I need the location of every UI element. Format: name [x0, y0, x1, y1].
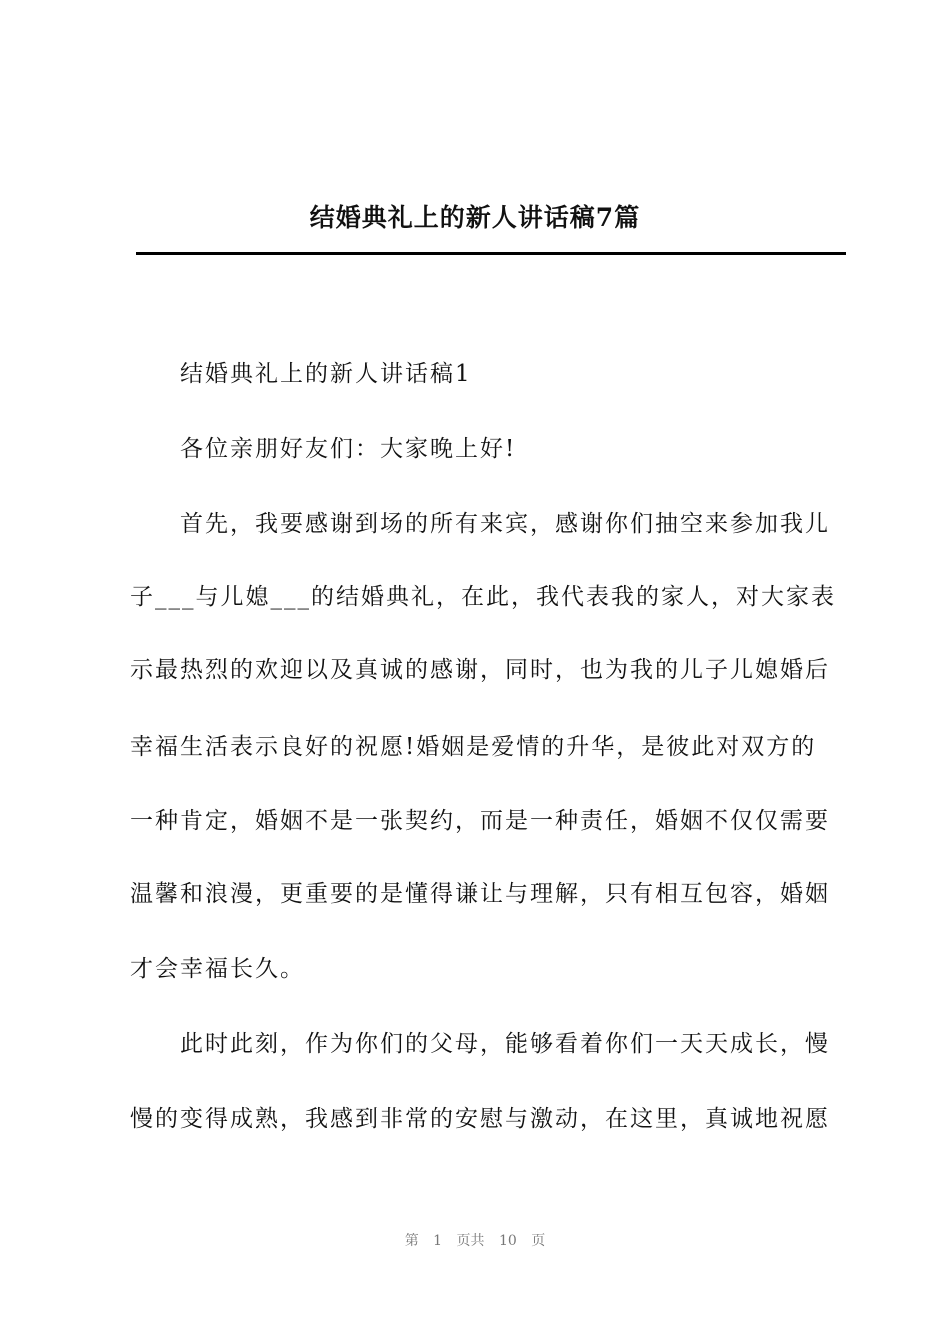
body-line: 一种肯定，婚姻不是一张契约，而是一种责任，婚姻不仅仅需要	[130, 808, 830, 834]
body-line: 子___与儿媳___的结婚典礼，在此，我代表我的家人，对大家表	[130, 584, 836, 610]
heading-line: 结婚典礼上的新人讲话稿1	[180, 361, 472, 387]
greeting-line: 各位亲朋好友们：大家晚上好!	[180, 436, 517, 462]
body-line: 示最热烈的欢迎以及真诚的感谢，同时，也为我的儿子儿媳婚后	[130, 657, 830, 683]
body-line: 幸福生活表示良好的祝愿!婚姻是爱情的升华，是彼此对双方的	[130, 734, 817, 760]
body-line: 才会幸福长久。	[130, 956, 305, 982]
title-rule	[136, 252, 846, 255]
body-line: 慢的变得成熟，我感到非常的安慰与激动，在这里，真诚地祝愿	[130, 1106, 830, 1132]
body-line: 温馨和浪漫，更重要的是懂得谦让与理解，只有相互包容，婚姻	[130, 881, 830, 907]
body-line: 此时此刻，作为你们的父母，能够看着你们一天天成长，慢	[180, 1031, 830, 1057]
body-line: 首先，我要感谢到场的所有来宾，感谢你们抽空来参加我儿	[180, 511, 830, 537]
document-title: 结婚典礼上的新人讲话稿7篇	[309, 203, 641, 232]
page-footer: 第 1 页共 10 页	[404, 1233, 546, 1249]
